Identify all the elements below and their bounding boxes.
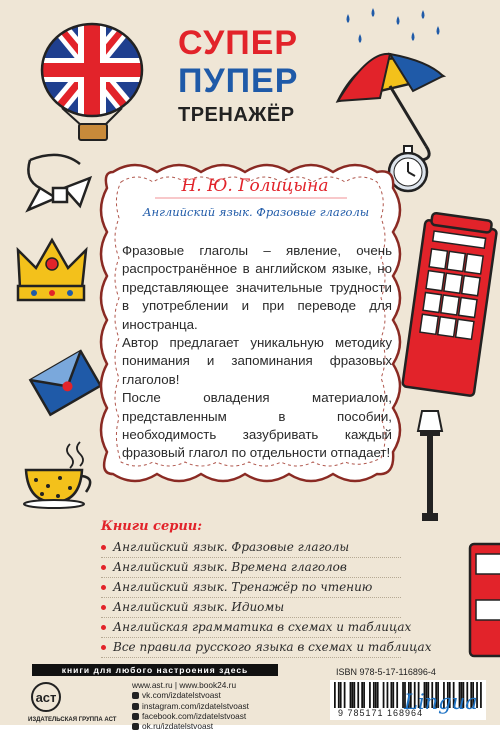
vk-link[interactable]: vk.com/izdatelstvoast [132, 690, 249, 700]
description-paragraph: После овладения материалом, представленным в пособии, необходимость зазубривать каждый фразовый глагол по отдельности отпадает! [122, 390, 392, 461]
barcode-number: 9 785171 168964 [338, 708, 424, 718]
lingua-logo: Lingua [404, 690, 478, 714]
isbn-text: ISBN 978-5-17-116896-4 [336, 667, 436, 677]
facebook-link[interactable]: facebook.com/izdatelstvoast [132, 711, 249, 721]
book-subtitle: Английский язык. Фразовые глаголы [142, 205, 370, 219]
crown-illustration [12, 228, 92, 308]
hot-air-balloon-illustration [22, 18, 170, 143]
instagram-link[interactable]: instagram.com/izdatelstvoast [132, 701, 249, 711]
bullet-icon [101, 565, 106, 570]
bow-tie-illustration [20, 150, 100, 220]
phone-booth-illustration [400, 210, 500, 400]
bullet-icon [101, 645, 106, 650]
barcode-bar [357, 682, 359, 708]
barcode-bar [352, 682, 354, 708]
barcode-bar [383, 682, 385, 708]
website-link[interactable]: www.ast.ru | www.book24.ru [132, 680, 237, 690]
bullet-icon [101, 545, 106, 550]
barcode-bar [340, 682, 342, 708]
series-item: Английская грамматика в схемах и таблицах [101, 618, 401, 638]
barcode-bar [338, 682, 340, 708]
title-line-2: ПУПЕР [178, 62, 299, 100]
barcode-bar [363, 682, 365, 708]
tagline-bar: книги для любого настроения здесь [32, 664, 278, 676]
publisher-name: ИЗДАТЕЛЬСКАЯ ГРУППА АСТ [28, 717, 117, 723]
bullet-icon [101, 585, 106, 590]
envelope-illustration [28, 345, 102, 419]
barcode-bar [369, 682, 371, 708]
description-paragraph: Фразовые глаголы – явление, очень распространённое в английском языке, но представляющее значительные трудности в употреблении и при переводе для иностранца. [122, 243, 392, 332]
barcode-bar [353, 682, 355, 708]
barcode-bar [387, 682, 389, 708]
ok-link[interactable]: ok.ru/izdatelstvoast [132, 721, 249, 731]
barcode-bar [396, 682, 398, 708]
author-name: Н. Ю. Голицына [181, 176, 329, 196]
teacup-illustration [20, 440, 100, 510]
street-lamp-illustration [410, 405, 450, 525]
instagram-icon [132, 703, 139, 710]
facebook-icon [132, 713, 139, 720]
barcode-bar [377, 682, 379, 708]
barcode-bar [480, 682, 482, 708]
barcode-bar [350, 682, 352, 708]
barcode-bar [390, 682, 392, 708]
series-item: Английский язык. Фразовые глаголы [101, 538, 401, 558]
barcode-bar [375, 682, 377, 708]
vk-icon [132, 692, 139, 699]
series-item: Английский язык. Тренажёр по чтению [101, 578, 401, 598]
publisher-logo-text: аст [35, 690, 57, 705]
odnoklassniki-icon [132, 723, 139, 730]
title-line-3: ТРЕНАЖЁР [178, 104, 295, 126]
series-list [101, 538, 432, 658]
title-line-1: СУПЕР [178, 24, 299, 62]
barcode-bar [334, 682, 336, 708]
barcode-bar [344, 682, 346, 708]
bullet-icon [101, 605, 106, 610]
description-text [122, 242, 392, 463]
series-item: Английский язык. Времена глаголов [101, 558, 401, 578]
series-heading: Книги серии: [101, 519, 203, 534]
barcode-bar [373, 682, 375, 708]
series-item: Все правила русского языка в схемах и таблицах [101, 638, 401, 658]
publisher-logo [28, 680, 118, 716]
publisher-links [132, 680, 249, 731]
bullet-icon [101, 625, 106, 630]
double-decker-bus-illustration [466, 540, 500, 660]
barcode-bar [392, 682, 394, 708]
series-item: Английский язык. Идиомы [101, 598, 401, 618]
description-paragraph: Автор предлагает уникальную методику понимания и запоминания фразовых глаголов! [122, 335, 392, 387]
barcode-bar [361, 682, 363, 708]
